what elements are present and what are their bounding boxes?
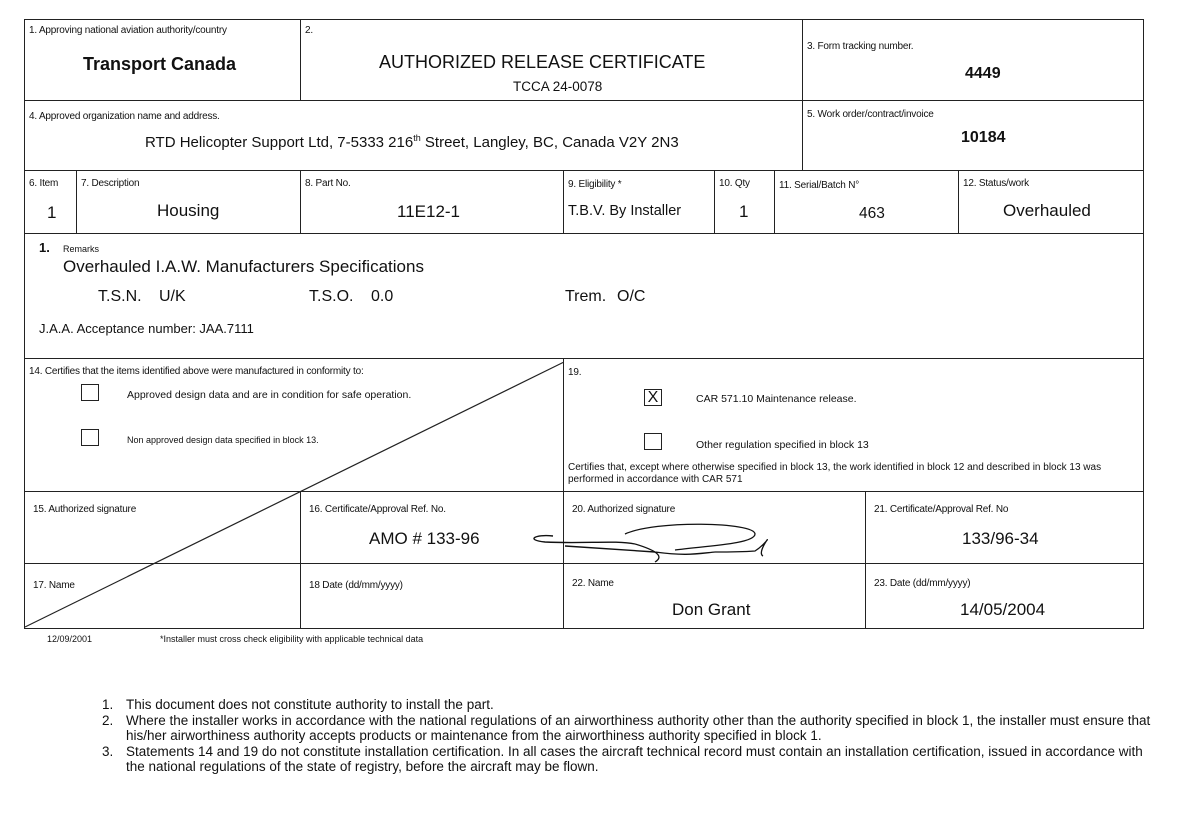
block-14-label: 14. Certifies that the items identified above were manufactured in conformity to:: [29, 366, 364, 377]
block-17-label: 17. Name: [33, 580, 75, 591]
block-23-label: 23. Date (dd/mm/yyyy): [874, 578, 971, 589]
block-5-label: 5. Work order/contract/invoice: [807, 109, 934, 120]
tso-value: 0.0: [371, 288, 394, 305]
car-571-label: CAR 571.10 Maintenance release.: [696, 393, 857, 405]
approved-design-label: Approved design data and are in condition for safe operation.: [127, 389, 412, 401]
col-qty: [715, 171, 775, 234]
block-22-name: [564, 564, 866, 628]
organization-address-rest: Street, Langley, BC, Canada V2Y 2N3: [420, 134, 679, 151]
col-item: [25, 171, 77, 234]
organization-address-main: RTD Helicopter Support Ltd, 7-5333 216: [145, 134, 414, 151]
eligibility-footnote: *Installer must cross check eligibility with applicable technical data: [160, 634, 424, 644]
header-serial: 11. Serial/Batch N°: [779, 180, 860, 191]
header-item: 6. Item: [29, 178, 59, 189]
block-1-label: 1. Approving national aviation authority/country: [29, 25, 227, 36]
cell-description: Housing: [157, 201, 220, 220]
form-reference: TCCA 24-0078: [513, 79, 603, 94]
cell-eligibility: T.B.V. By Installer: [568, 203, 682, 219]
block-19-statement: Certifies that, except where otherwise specified in block 13, the work identified in block 12 and described in block 13 was performed in accordance with CAR 571: [568, 462, 1102, 485]
authority-value: Transport Canada: [83, 54, 237, 74]
tso-label: T.S.O.: [309, 288, 354, 305]
block-3-tracking: [803, 20, 1143, 101]
block-20-label: 20. Authorized signature: [572, 504, 676, 515]
block-2-title: [301, 20, 803, 101]
note-1-number: 1.: [102, 697, 114, 712]
note-3: [102, 744, 1152, 775]
block-22-label: 22. Name: [572, 578, 614, 589]
release-certificate-form: [24, 19, 1144, 629]
note-1-text: This document does not constitute authority to install the part.: [126, 697, 494, 712]
cell-item: 1: [47, 203, 57, 222]
block-1-authority: [25, 20, 301, 101]
tsn-label: T.S.N.: [98, 288, 142, 305]
approval-ref-value: AMO # 133-96: [369, 529, 480, 548]
block-19-label: 19.: [568, 367, 582, 378]
block-3-label: 3. Form tracking number.: [807, 41, 914, 52]
block-16-label: 16. Certificate/Approval Ref. No.: [309, 504, 446, 515]
notes-list: [102, 697, 1152, 775]
handwritten-signature: [505, 516, 805, 566]
block-18-label: 18 Date (dd/mm/yyyy): [309, 580, 403, 591]
block-21-label: 21. Certificate/Approval Ref. No: [874, 504, 1009, 515]
header-qty: 10. Qty: [719, 178, 750, 189]
block-21-approval-ref: [866, 492, 1143, 564]
block-15-label: 15. Authorized signature: [33, 504, 137, 515]
tsn-value: U/K: [159, 288, 186, 305]
tracking-number: 4449: [965, 65, 1001, 82]
header-part-no: 8. Part No.: [305, 178, 351, 189]
approval-ref-no-value: 133/96-34: [962, 529, 1039, 548]
cell-status: Overhauled: [1003, 201, 1091, 220]
col-part-no: [301, 171, 564, 234]
block-5-work-order: [803, 101, 1143, 171]
note-2-number: 2.: [102, 712, 114, 728]
block-23-date: [866, 564, 1143, 628]
block-4-label: 4. Approved organization name and address.: [29, 111, 220, 122]
cell-serial: 463: [859, 205, 885, 222]
remarks-line-1: Overhauled I.A.W. Manufacturers Specifications: [63, 257, 424, 276]
block-2-label: 2.: [305, 25, 313, 36]
note-1: [102, 697, 1152, 713]
block-4-organization: [25, 101, 803, 171]
block-19-maintenance: [564, 359, 1143, 492]
col-status: [959, 171, 1143, 234]
col-eligibility: [564, 171, 715, 234]
note-2-text: Where the installer works in accordance with the national regulations of an airworthiness authority other than the authority specified in block 1, the installer must ensure that his/her airworthiness authority accepts products or maintenance from the airworthiness authority specified in block 1.: [126, 712, 1151, 743]
strike-through-line: [25, 359, 564, 629]
note-3-text: Statements 14 and 19 do not constitute installation certification. In all cases the aircraft technical record must contain an installation certification, issued in accordance with the national regulations of the state of registry, before the aircraft may be flown.: [126, 743, 1143, 774]
header-status: 12. Status/work: [963, 178, 1029, 189]
remarks-label: Remarks: [63, 244, 100, 254]
other-regulation-label: Other regulation specified in block 13: [696, 439, 869, 451]
note-3-number: 3.: [102, 743, 114, 759]
header-eligibility: 9. Eligibility *: [568, 179, 622, 190]
block-13-remarks: [25, 234, 1143, 359]
trem-label: Trem.: [565, 288, 607, 305]
jaa-acceptance: J.A.A. Acceptance number: JAA.7111: [39, 321, 254, 336]
form-revision-date: 12/09/2001: [47, 634, 93, 644]
work-order-number: 10184: [961, 129, 1006, 146]
col-description: [77, 171, 301, 234]
header-description: 7. Description: [81, 178, 140, 189]
cell-qty: 1: [739, 202, 749, 221]
col-serial: [775, 171, 959, 234]
cell-part-no: 11E12-1: [397, 202, 461, 221]
release-date: 14/05/2004: [960, 600, 1046, 619]
remarks-number: 1.: [39, 240, 50, 255]
trem-value: O/C: [617, 288, 646, 305]
non-approved-design-label: Non approved design data specified in block 13.: [127, 435, 319, 445]
organization-address-sup: th: [413, 133, 421, 143]
signatory-name: Don Grant: [672, 600, 751, 619]
other-regulation-checkbox[interactable]: [644, 433, 662, 450]
certificate-title: AUTHORIZED RELEASE CERTIFICATE: [379, 52, 706, 72]
car-571-checkbox[interactable]: X: [644, 389, 662, 406]
organization-address: [145, 133, 679, 151]
note-2: [102, 713, 1152, 744]
